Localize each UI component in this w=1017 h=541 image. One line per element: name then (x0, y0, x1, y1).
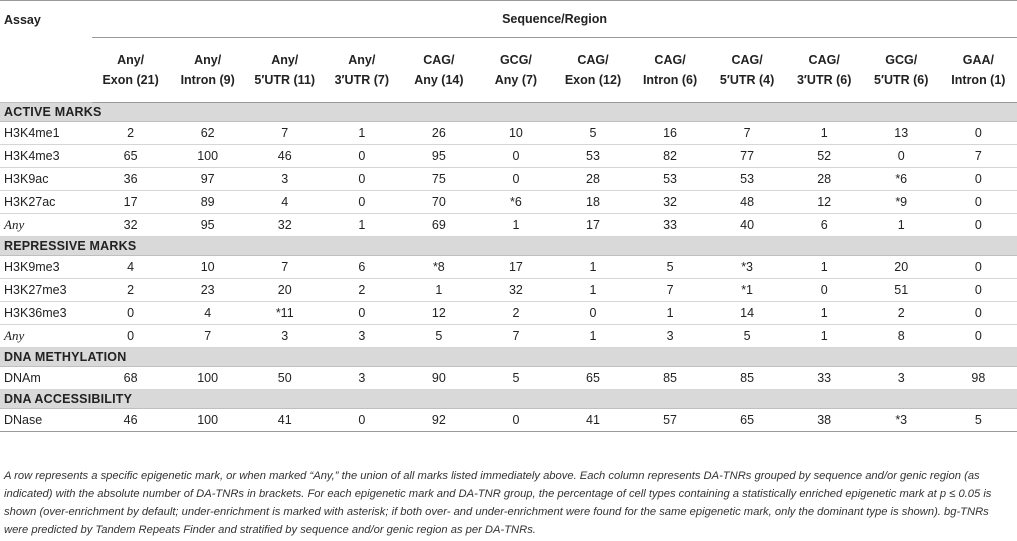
table-cell: 28 (554, 168, 631, 191)
header-row-group (0, 1, 1017, 38)
table-cell: 95 (169, 214, 246, 237)
section-title: DNA METHYLATION (0, 348, 1017, 367)
table-cell: 7 (632, 279, 709, 302)
column-header-line1: Any/ (194, 53, 222, 67)
table-cell: 5 (709, 325, 786, 348)
section-header-row (0, 348, 1017, 367)
column-header-line1: CAG/ (731, 53, 763, 67)
assay-header: Assay (4, 13, 41, 27)
table-cell: 0 (786, 279, 863, 302)
table-row (0, 325, 1017, 348)
table-cell: 2 (92, 122, 169, 145)
column-header-line2: Any (14) (414, 73, 464, 87)
table-cell: 7 (477, 325, 554, 348)
table-cell: 77 (709, 145, 786, 168)
table-cell: 14 (709, 302, 786, 325)
table-cell: 26 (400, 122, 477, 145)
table-row (0, 168, 1017, 191)
table-cell: 1 (400, 279, 477, 302)
table-cell: 1 (786, 122, 863, 145)
table-cell: 3 (323, 367, 400, 390)
column-header (246, 38, 323, 103)
table-cell: 0 (477, 409, 554, 432)
row-label: H3K36me3 (0, 302, 92, 325)
table-cell: *1 (709, 279, 786, 302)
table-cell: 0 (323, 145, 400, 168)
table-cell: 0 (323, 168, 400, 191)
section-header-row (0, 103, 1017, 122)
column-header-line2: Exon (12) (564, 73, 622, 87)
row-label: H3K4me3 (0, 145, 92, 168)
column-header-line1: GCG/ (885, 53, 918, 67)
table-row (0, 191, 1017, 214)
table-cell: 62 (169, 122, 246, 145)
table-cell: 5 (632, 256, 709, 279)
table-cell: 90 (400, 367, 477, 390)
table-cell: 0 (554, 302, 631, 325)
table-cell: 23 (169, 279, 246, 302)
table-cell: 0 (477, 168, 554, 191)
table-cell: 8 (863, 325, 940, 348)
table-cell: 65 (709, 409, 786, 432)
table-row (0, 122, 1017, 145)
table-cell: 51 (863, 279, 940, 302)
column-header-line1: Any/ (117, 53, 145, 67)
table-cell: *3 (863, 409, 940, 432)
table-cell: 0 (940, 168, 1017, 191)
table-cell: 0 (940, 325, 1017, 348)
table-cell: 2 (863, 302, 940, 325)
table-cell: 0 (323, 409, 400, 432)
table-row (0, 367, 1017, 390)
table-cell: 1 (323, 122, 400, 145)
table-cell: 0 (92, 302, 169, 325)
table-cell: 100 (169, 145, 246, 168)
table-cell: 6 (323, 256, 400, 279)
row-label: Any (0, 214, 92, 237)
table-cell: 65 (92, 145, 169, 168)
column-header (477, 38, 554, 103)
table-cell: 92 (400, 409, 477, 432)
table-cell: 85 (709, 367, 786, 390)
table-cell: *3 (709, 256, 786, 279)
table-cell: 7 (246, 122, 323, 145)
section-header-row (0, 390, 1017, 409)
table-cell: 5 (554, 122, 631, 145)
table-cell: 2 (323, 279, 400, 302)
table-cell: 50 (246, 367, 323, 390)
table-cell: 38 (786, 409, 863, 432)
table-cell: 32 (246, 214, 323, 237)
table-cell: 85 (632, 367, 709, 390)
table-cell: 0 (940, 302, 1017, 325)
row-label: H3K27me3 (0, 279, 92, 302)
table-cell: 52 (786, 145, 863, 168)
table-cell: 1 (863, 214, 940, 237)
column-header (169, 38, 246, 103)
table-cell: 36 (92, 168, 169, 191)
table-cell: 1 (786, 256, 863, 279)
table-row (0, 302, 1017, 325)
table-cell: *6 (863, 168, 940, 191)
row-label: H3K27ac (0, 191, 92, 214)
table-cell: 10 (477, 122, 554, 145)
section-header-row (0, 237, 1017, 256)
column-header-line2: 3′UTR (6) (796, 73, 852, 87)
table-cell: 7 (246, 256, 323, 279)
table-cell: 4 (169, 302, 246, 325)
table-cell: 3 (246, 168, 323, 191)
table-cell: 33 (786, 367, 863, 390)
section-title: REPRESSIVE MARKS (0, 237, 1017, 256)
table-cell: 0 (323, 191, 400, 214)
table-cell: 0 (863, 145, 940, 168)
column-header-line2: 5′UTR (6) (874, 73, 929, 87)
column-header-line2: 5′UTR (11) (254, 73, 316, 87)
column-header-line2: Any (7) (494, 73, 538, 87)
table-cell: *11 (246, 302, 323, 325)
table-row (0, 214, 1017, 237)
table-cell: 33 (632, 214, 709, 237)
table-cell: 3 (632, 325, 709, 348)
table-cell: 1 (632, 302, 709, 325)
table-cell: 0 (92, 325, 169, 348)
table-cell: 6 (786, 214, 863, 237)
table-cell: 5 (940, 409, 1017, 432)
table-row (0, 409, 1017, 432)
column-header-line1: Any/ (348, 53, 376, 67)
table-row (0, 279, 1017, 302)
table-cell: 0 (323, 302, 400, 325)
table-cell: 75 (400, 168, 477, 191)
row-label: DNase (0, 409, 92, 432)
column-header (400, 38, 477, 103)
table-cell: *9 (863, 191, 940, 214)
table-cell: 69 (400, 214, 477, 237)
table-cell: 1 (786, 302, 863, 325)
table-cell: 32 (632, 191, 709, 214)
table-cell: 46 (246, 145, 323, 168)
table-cell: 7 (940, 145, 1017, 168)
table-cell: 2 (477, 302, 554, 325)
table-cell: 0 (477, 145, 554, 168)
table-cell: 7 (709, 122, 786, 145)
table-cell: 70 (400, 191, 477, 214)
table-cell: 89 (169, 191, 246, 214)
table-cell: 13 (863, 122, 940, 145)
table-cell: 65 (554, 367, 631, 390)
table-cell: 1 (323, 214, 400, 237)
table-cell: 98 (940, 367, 1017, 390)
table-cell: *6 (477, 191, 554, 214)
table-cell: 0 (940, 256, 1017, 279)
table-footnote: A row represents a specific epigenetic mark, or when marked “Any,” the union of all marks listed immediately above. Each column represents DA-TNRs grouped by sequence and/or genic region (as indicated) with the absolute number of DA-TNRs in brackets. For each epigenetic mark and DA-TNR group, the percentage of cell types containing a statistically enriched epigenetic mark at p ≤ 0.05 is shown (over-enrichment by default; under-enrichment is marked with asterisk; if both over- and under-enrichment were found for the same epigenetic mark, only the dominant type is shown). bg-TNRs were predicted by Tandem Repeats Finder and stratified by sequence and/or genic region as per DA-TNRs. (4, 470, 992, 536)
table-cell: 40 (709, 214, 786, 237)
table-cell: 0 (940, 122, 1017, 145)
table-cell: 18 (554, 191, 631, 214)
row-label: H3K9me3 (0, 256, 92, 279)
table-cell: 53 (632, 168, 709, 191)
column-header-line1: CAG/ (423, 53, 455, 67)
table-cell: 46 (92, 409, 169, 432)
table-cell: 7 (169, 325, 246, 348)
column-header-line2: Intron (9) (180, 73, 235, 87)
table-cell: 5 (400, 325, 477, 348)
column-header-line1: GAA/ (962, 53, 994, 67)
column-header-line1: Any/ (271, 53, 299, 67)
table-cell: 17 (477, 256, 554, 279)
column-header (632, 38, 709, 103)
table-cell: 0 (940, 279, 1017, 302)
table-cell: 1 (477, 214, 554, 237)
table-cell: 1 (554, 256, 631, 279)
column-header (863, 38, 940, 103)
table-cell: 20 (246, 279, 323, 302)
table-cell: 32 (477, 279, 554, 302)
table-cell: 100 (169, 409, 246, 432)
table-cell: 28 (786, 168, 863, 191)
row-label: Any (0, 325, 92, 348)
column-header-line1: CAG/ (808, 53, 840, 67)
column-header-line2: Intron (6) (642, 73, 698, 87)
table-cell: 48 (709, 191, 786, 214)
column-header (554, 38, 631, 103)
table-cell: 97 (169, 168, 246, 191)
table-cell: 53 (554, 145, 631, 168)
table-cell: 53 (709, 168, 786, 191)
table-cell: 4 (92, 256, 169, 279)
column-header-line1: CAG/ (577, 53, 609, 67)
table-cell: 0 (940, 191, 1017, 214)
table-cell: 100 (169, 367, 246, 390)
sequence-region-header: Sequence/Region (92, 1, 1017, 38)
table-cell: 4 (246, 191, 323, 214)
section-title: DNA ACCESSIBILITY (0, 390, 1017, 409)
table-cell: 41 (246, 409, 323, 432)
table-cell: 57 (632, 409, 709, 432)
table-cell: 2 (92, 279, 169, 302)
table-cell: 1 (554, 279, 631, 302)
table-body (0, 1, 1017, 432)
table-cell: 17 (92, 191, 169, 214)
column-header (92, 38, 169, 103)
row-label: H3K4me1 (0, 122, 92, 145)
column-header-line2: 5′UTR (4) (719, 73, 775, 87)
table-cell: 3 (246, 325, 323, 348)
column-header-line2: Intron (1) (951, 73, 1006, 87)
table-cell: 12 (786, 191, 863, 214)
table-row (0, 256, 1017, 279)
table-cell: 82 (632, 145, 709, 168)
table-cell: 20 (863, 256, 940, 279)
column-header-line1: CAG/ (654, 53, 686, 67)
column-header (323, 38, 400, 103)
column-header-line2: 3′UTR (7) (334, 73, 389, 87)
table-cell: 0 (940, 214, 1017, 237)
column-header (709, 38, 786, 103)
column-header (940, 38, 1017, 103)
table-cell: 16 (632, 122, 709, 145)
column-header-line1: GCG/ (499, 53, 532, 67)
table-cell: 1 (554, 325, 631, 348)
column-header-line2: Exon (21) (102, 73, 159, 87)
table-cell: 68 (92, 367, 169, 390)
section-title: ACTIVE MARKS (0, 103, 1017, 122)
table-cell: 3 (863, 367, 940, 390)
table-cell: 12 (400, 302, 477, 325)
row-label: H3K9ac (0, 168, 92, 191)
table-cell: 5 (477, 367, 554, 390)
table-cell: 10 (169, 256, 246, 279)
table-row (0, 145, 1017, 168)
table-cell: 1 (786, 325, 863, 348)
table-cell: 3 (323, 325, 400, 348)
table-cell: *8 (400, 256, 477, 279)
row-label: DNAm (0, 367, 92, 390)
table-cell: 17 (554, 214, 631, 237)
column-header (786, 38, 863, 103)
table-cell: 32 (92, 214, 169, 237)
header-row-columns (0, 38, 1017, 103)
table-cell: 41 (554, 409, 631, 432)
table-cell: 95 (400, 145, 477, 168)
